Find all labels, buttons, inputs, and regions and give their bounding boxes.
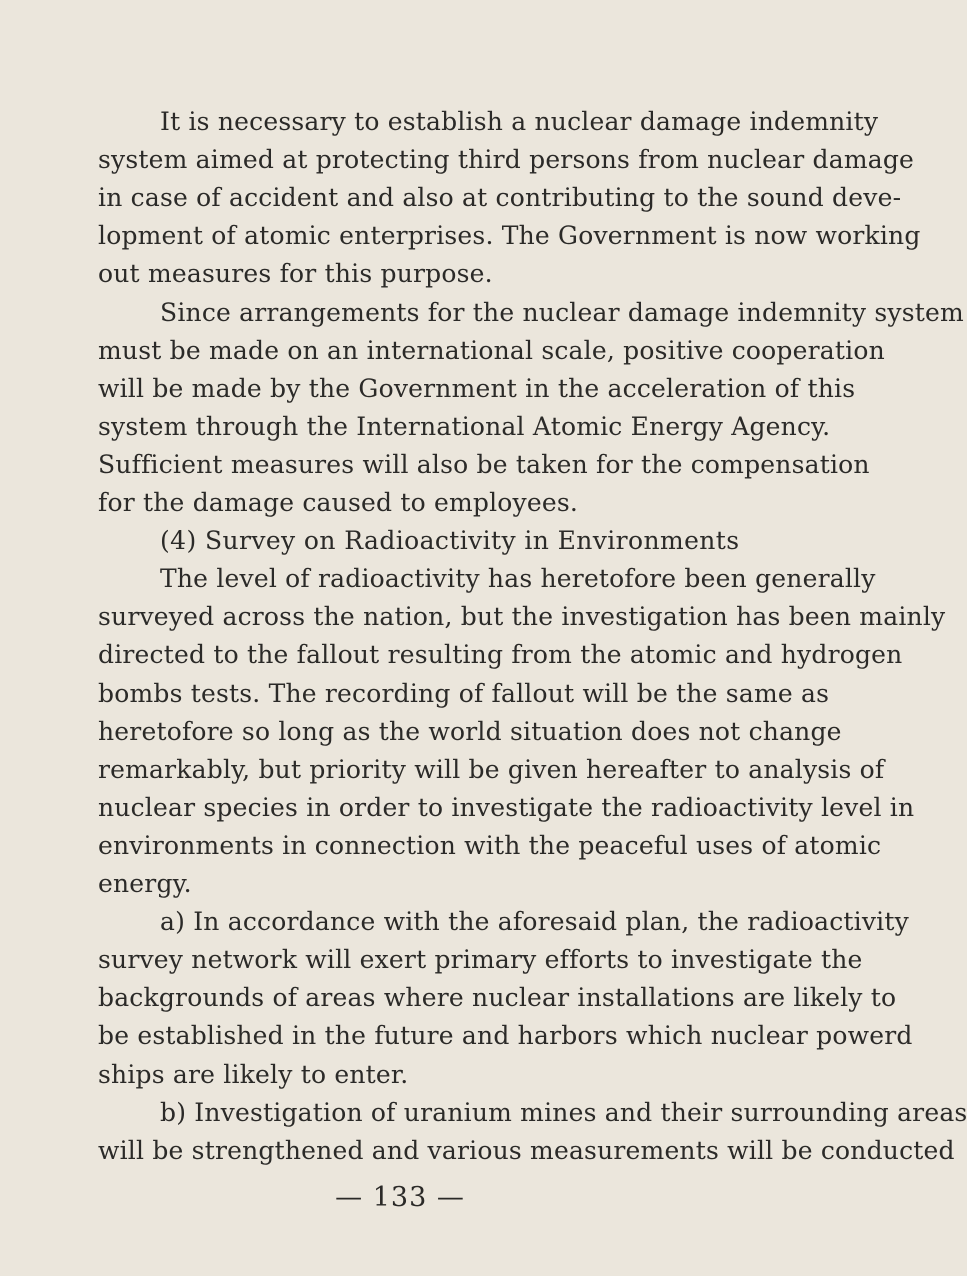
text-line: surveyed across the nation, but the investigation has been mainly [98,602,946,632]
text-line: will be made by the Government in the acceleration of this [98,373,856,403]
text-line: backgrounds of areas where nuclear installations are likely to [98,983,897,1013]
text-line: nuclear species in order to investigate the radioactivity level in [98,792,915,822]
text-line: It is necessary to establish a nuclear damage indemnity [160,107,879,136]
page-number: — 133 — [335,1182,465,1213]
text-line: in case of accident and also at contributing to the sound deve- [98,183,902,213]
text-line: system aimed at protecting third persons from nuclear damage [98,145,915,175]
text-line: will be strengthened and various measurements will be conducted [98,1135,955,1165]
text-line: directed to the fallout resulting from the atomic and hydrogen [98,640,903,670]
text-line: b) Investigation of uranium mines and their surrounding areas [160,1097,967,1127]
text-line: Since arrangements for the nuclear damage indemnity system [160,297,964,327]
text-line: The level of radioactivity has heretofore been generally [160,564,876,594]
text-line: system through the International Atomic Energy Agency. [98,411,831,441]
text-line: Sufficient measures will also be taken for the compensation [98,449,870,479]
text-line: for the damage caused to employees. [98,488,579,517]
text-line: out measures for this purpose. [98,259,493,289]
text-line: be established in the future and harbors which nuclear powerd [98,1021,913,1051]
text-line: a) In accordance with the aforesaid plan, the radioactivity [160,907,909,937]
text-line: bombs tests. The recording of fallout will be the same as [98,678,830,708]
text-line: must be made on an international scale, positive cooperation [98,335,885,365]
text-line: environments in connection with the peaceful uses of atomic [98,830,882,860]
text-line: lopment of atomic enterprises. The Government is now working [98,221,921,251]
text-line: heretofore so long as the world situation does not change [98,716,842,746]
text-line: survey network will exert primary efforts to investigate the [98,945,863,975]
text-line: ships are likely to enter. [98,1059,409,1089]
section-heading: (4) Survey on Radioactivity in Environments [160,526,740,556]
text-line: energy. [98,869,192,898]
text-line: remarkably, but priority will be given hereafter to analysis of [98,754,885,784]
